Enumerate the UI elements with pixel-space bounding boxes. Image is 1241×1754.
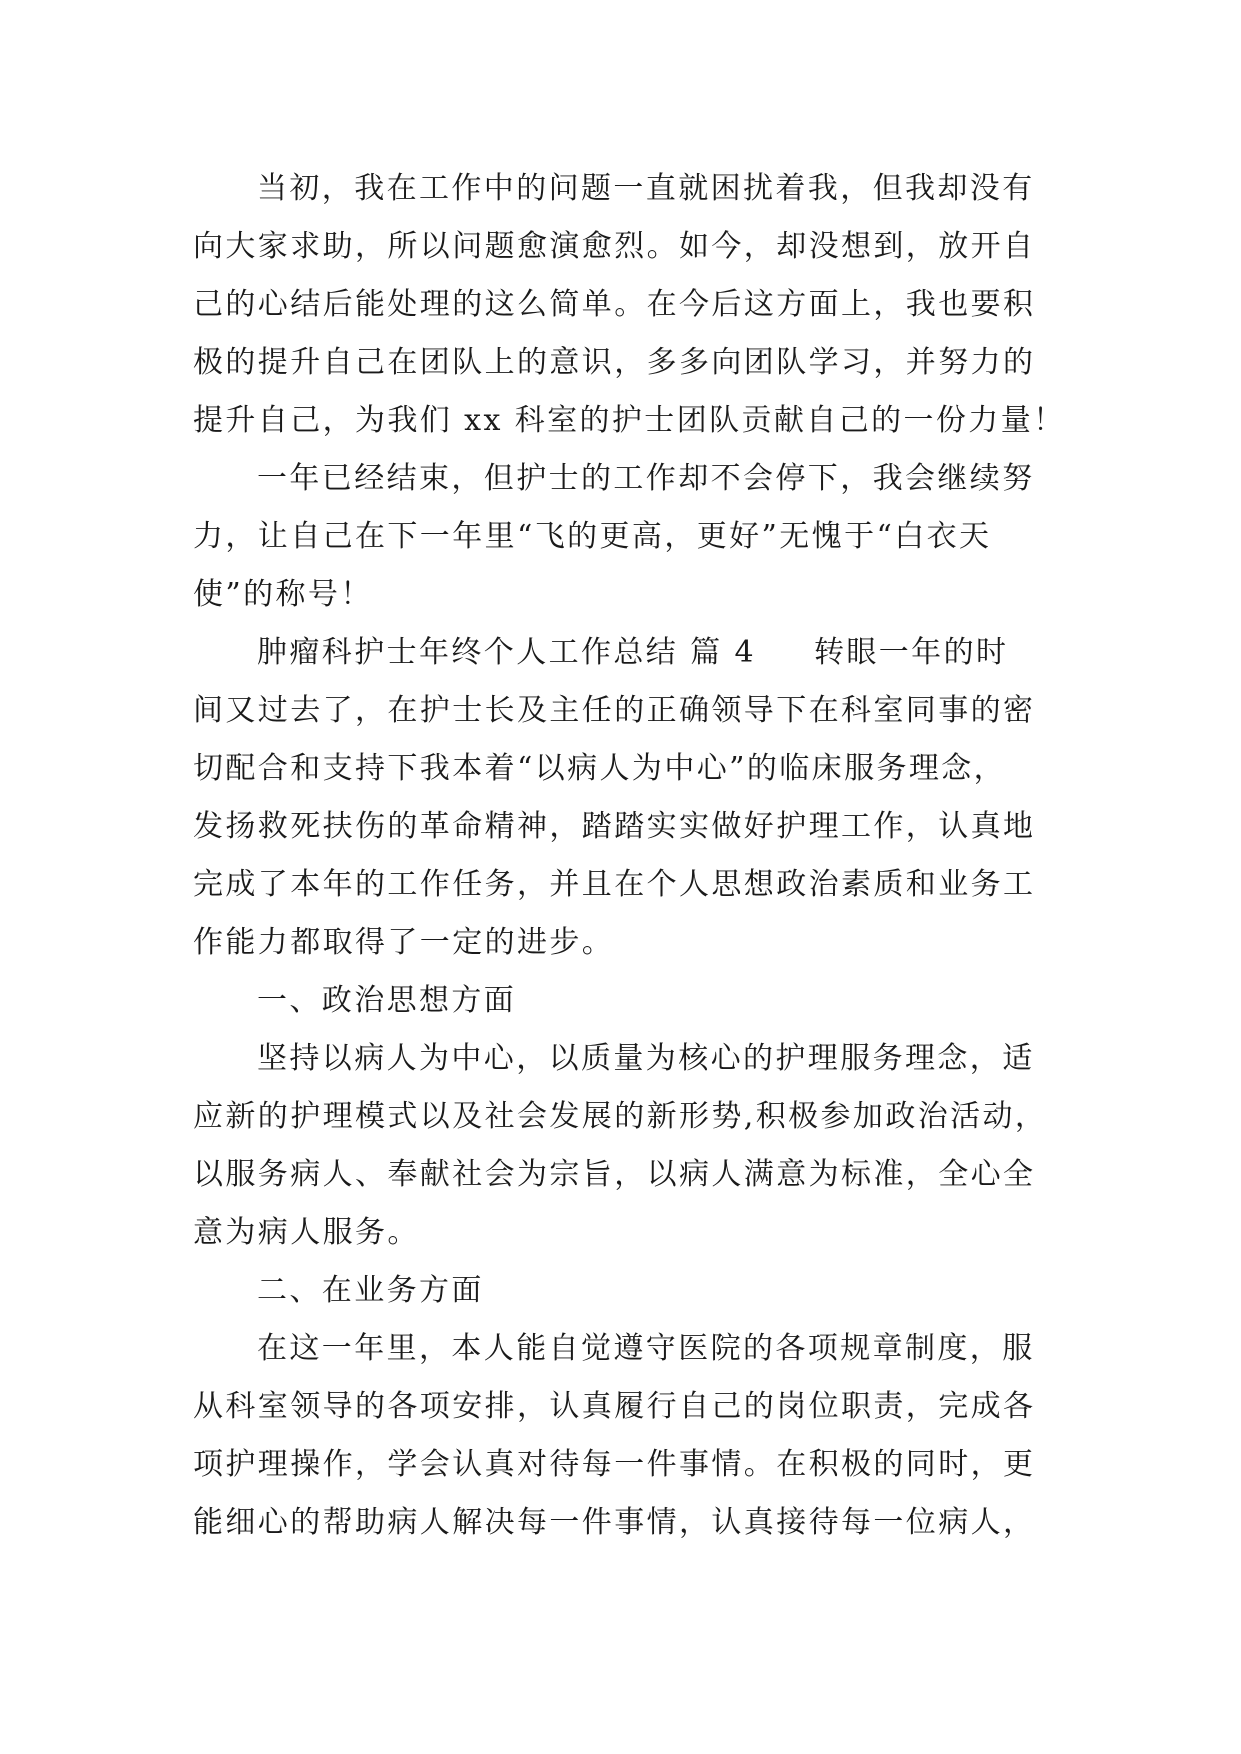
paragraph-line: 一年已经结束，但护士的工作却不会停下，我会继续努 xyxy=(257,461,1035,496)
paragraph-line: 坚持以病人为中心，以质量为核心的护理服务理念，适 xyxy=(257,1041,1035,1076)
paragraph-line: 向大家求助，所以问题愈演愈烈。如今，却没想到，放开自 xyxy=(193,229,1036,264)
subheading: 一、政治思想方面 xyxy=(257,983,517,1018)
paragraph-line: 当初，我在工作中的问题一直就困扰着我，但我却没有 xyxy=(257,171,1035,206)
paragraph-line: 己的心结后能处理的这么简单。在今后这方面上，我也要积 xyxy=(193,287,1036,322)
paragraph-line: 完成了本年的工作任务，并且在个人思想政治素质和业务工 xyxy=(193,867,1036,902)
paragraph-line: 应新的护理模式以及社会发展的新形势,积极参加政治活动， xyxy=(193,1099,1048,1134)
paragraph-line: 作能力都取得了一定的进步。 xyxy=(193,925,615,960)
document-body xyxy=(193,160,1073,1552)
section-title-line xyxy=(193,624,1073,682)
paragraph-line: 发扬救死扶伤的革命精神，踏踏实实做好护理工作，认真地 xyxy=(193,809,1036,844)
paragraph-line: 项护理操作，学会认真对待每一件事情。在积极的同时，更 xyxy=(193,1447,1036,1482)
paragraph-line: 切配合和支持下我本着“以病人为中心”的临床服务理念， xyxy=(193,751,1007,786)
paragraph-start: 转眼一年的时 xyxy=(813,635,1009,670)
paragraph-line: 意为病人服务。 xyxy=(193,1215,420,1250)
section-title: 肿瘤科护士年终个人工作总结 篇 4 xyxy=(257,635,756,670)
paragraph-line: 提升自己，为我们 xx 科室的护士团队贡献自己的一份力量！ xyxy=(193,403,1066,438)
paragraph-line: 在这一年里，本人能自觉遵守医院的各项规章制度，服 xyxy=(257,1331,1035,1366)
paragraph-line: 使”的称号！ xyxy=(193,577,373,612)
paragraph-line: 以服务病人、奉献社会为宗旨，以病人满意为标准，全心全 xyxy=(193,1157,1036,1192)
paragraph-line: 力，让自己在下一年里“飞的更高，更好”无愧于“白衣天 xyxy=(193,519,992,554)
paragraph-line: 能细心的帮助病人解决每一件事情，认真接待每一位病人， xyxy=(193,1505,1036,1540)
paragraph-line: 间又过去了，在护士长及主任的正确领导下在科室同事的密 xyxy=(193,693,1036,728)
subheading: 二、在业务方面 xyxy=(257,1273,484,1308)
paragraph-line: 极的提升自己在团队上的意识，多多向团队学习，并努力的 xyxy=(193,345,1036,380)
paragraph-line: 从科室领导的各项安排，认真履行自己的岗位职责，完成各 xyxy=(193,1389,1036,1424)
